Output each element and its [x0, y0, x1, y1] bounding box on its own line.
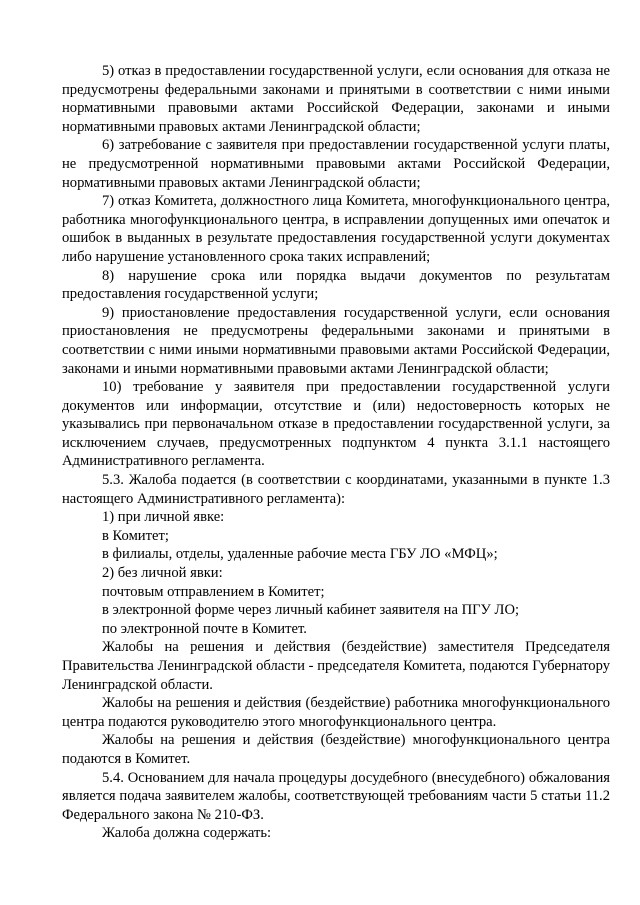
- list-item-email: по электронной почте в Комитет.: [102, 620, 307, 637]
- paragraph-item-8: 8) нарушение срока или порядка выдачи документов по результатам предоставления государственной услуги;: [62, 267, 610, 303]
- list-item-in-person: 1) при личной явке:: [102, 509, 225, 526]
- paragraph-item-5: 5) отказ в предоставлении государственной услуги, если основания для отказа не предусмотрены федеральными законами и принятыми в соответствии с ними иными нормативными правовыми актами Российской Федерации, законами и иными нормативными правовых актами Ленинградской области;: [62, 63, 610, 135]
- paragraph-item-9: 9) приостановление предоставления государственной услуги, если основания приостановления не предусмотрены федеральными законами и принятыми в соответствии с ними иными нормативными правовыми актами Российской Федерации, законами и иными нормативными правовыми актами Ленинградской области;: [62, 304, 610, 377]
- list-item-mfc-branches: в филиалы, отделы, удаленные рабочие места ГБУ ЛО «МФЦ»;: [102, 546, 498, 563]
- paragraph-complaint-contents: Жалоба должна содержать:: [102, 825, 272, 842]
- document-page: [62, 62, 610, 843]
- list-item-electronic-form: в электронной форме через личный кабинет заявителя на ПГУ ЛО;: [102, 602, 520, 619]
- list-item-post: почтовым отправлением в Комитет;: [102, 583, 325, 600]
- paragraph-complaints-mfc: Жалобы на решения и действия (бездействие) многофункционального центра подаются в Комитет.: [62, 732, 610, 767]
- paragraph-5-4: 5.4. Основанием для начала процедуры досудебного (внесудебного) обжалования является подача заявителем жалобы, соответствующей требованиям части 5 статьи 11.2 Федерального закона № 210-ФЗ.: [62, 769, 610, 823]
- paragraph-complaints-mfc-worker: Жалобы на решения и действия (бездействие) работника многофункционального центра подаются руководителю этого многофункционального центра.: [62, 695, 610, 730]
- paragraph-complaints-governor: Жалобы на решения и действия (бездействие) заместителя Председателя Правительства Ленинградской области - председателя Комитета, подаются Губернатору Ленинградской области.: [62, 639, 610, 693]
- list-item-not-in-person: 2) без личной явки:: [102, 565, 223, 582]
- paragraph-item-6: 6) затребование с заявителя при предоставлении государственной услуги платы, не предусмотренной нормативными правовыми актами Российской Федерации, нормативными правовых актами Ленинградской области;: [62, 137, 610, 191]
- paragraph-item-10: 10) требование у заявителя при предоставлении государственной услуги документов или информации, отсутствие и (или) недостоверность которых не указывались при первоначальном отказе в предоставлении государственной услуги, за исключением случаев, предусмотренных подпунктом 4 пункта 3.1.1 настоящего Административного регламента.: [62, 379, 610, 470]
- list-item-committee: в Комитет;: [102, 527, 169, 544]
- paragraph-item-7: 7) отказ Комитета, должностного лица Комитета, многофункционального центра, работника многофункционального центра, в исправлении допущенных ими опечаток и ошибок в выданных в результате предоставления государственной услуги документах либо нарушение установленного срока таких исправлений;: [62, 193, 610, 265]
- paragraph-5-3: 5.3. Жалоба подается (в соответствии с координатами, указанными в пункте 1.3 настоящего Административного регламента):: [62, 472, 610, 507]
